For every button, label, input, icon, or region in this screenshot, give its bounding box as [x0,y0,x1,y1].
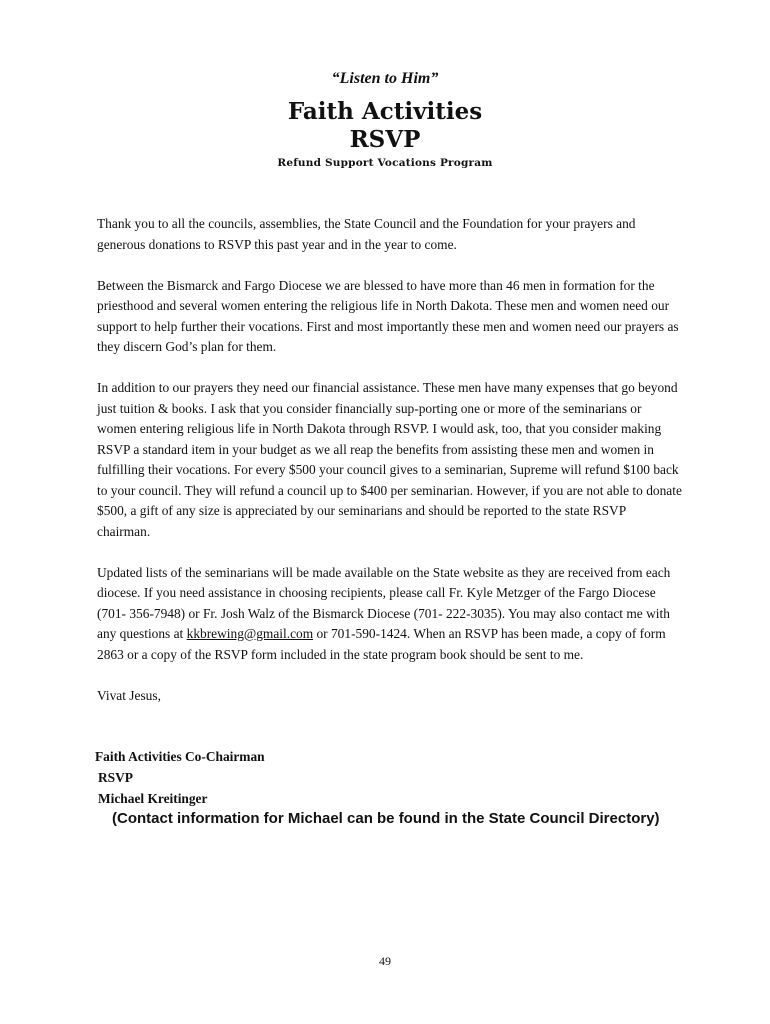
paragraph-closing: Vivat Jesus, [97,687,161,703]
page-number: 49 [379,954,391,968]
updates-text-before: Updated lists of the seminarians will be made available on the State website as they are received from each diocese. If you need assistance in choosing recipients, please call Fr. Kyle Metzger of the Fargo Diocese (701- 356-7948) or Fr. Josh Walz of the Bismarck Diocese (701- 222-3035). You may also contact me with any questions at [97,564,671,641]
signature-name: Michael Kreitinger [98,791,208,806]
signature-role: Faith Activities Co-Chairman [95,749,265,764]
title-rsvp: RSVP [349,126,421,153]
title-faith-activities: Faith Activities [287,98,483,125]
email-link[interactable]: kkbrewing@gmail.com [186,626,314,641]
paragraph-formation: Between the Bismarck and Fargo Diocese we are blessed to have more than 46 men in formation for the priesthood and several women entering the religious life in North Dakota. These men and women need our support to help further their vocations. First and most importantly these men and women need our prayers as they discern God’s plan for them. [97,277,679,354]
paragraph-financial: In addition to our prayers they need our financial assistance. These men have many expenses that go beyond just tuition & books. I ask that you consider financially sup-porting one or more of the seminarians or women entering religious life in North Dakota through RSVP. I would ask, too, that you consider making RSVP a standard item in your budget as we all reap the benefits from assisting these men and women in fulfilling their vocations. For every $500 your council gives to a seminarian, Supreme will refund $100 back to your council. They will refund a council up to $400 per seminarian. However, if you are not able to donate $500, a gift of any size is appreciated by our seminarians and should be reported to the state RSVP chairman. [97,380,682,539]
tagline: “Listen to Him” [331,70,439,87]
letter-body [97,214,682,727]
paragraph-updates [97,563,682,666]
signature-program: RSVP [98,770,133,785]
updates-text-after: or 701-590-1424. When an RSVP has been made, a copy of form 2863 or a copy of the RSVP form included in the state program book should be sent to me. [97,626,666,662]
subtitle: Refund Support Vocations Program [277,157,493,169]
paragraph-thanks: Thank you to all the councils, assemblies, the State Council and the Foundation for your prayers and generous donations to RSVP this past year and in the year to come. [97,216,636,252]
contact-note: (Contact information for Michael can be found in the State Council Directory) [112,810,660,827]
